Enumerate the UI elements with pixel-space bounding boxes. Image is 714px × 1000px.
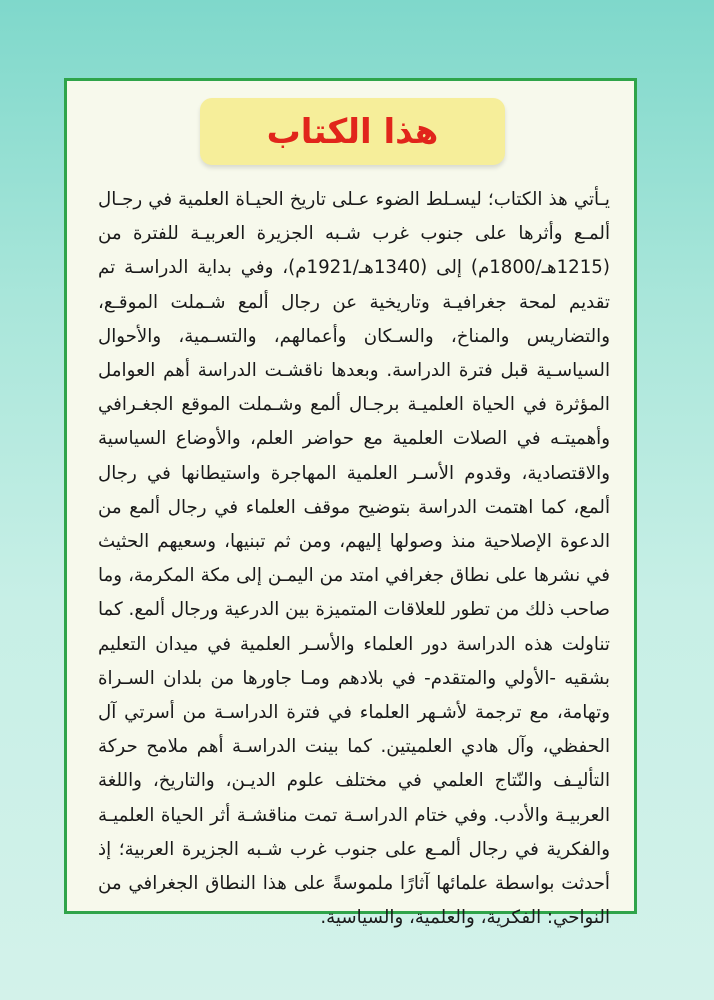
title-banner (200, 98, 505, 165)
page-title: هذا الكتاب (266, 111, 439, 152)
book-description: يـأتي هذ الكتاب؛ ليسـلط الضوء عـلى تاريخ الحيـاة العلمية في رجـال ألمـع وأثرها على جنوب غرب شـبه الجزيرة العربيـة للفترة من (1215هـ/1800م) إلى (1340هـ/1921م)، وفي بداية الدراسـة تم تقديم لمحة جغرافيـة وتاريخية عن رجال ألمع شـملت الموقـع، والتضاريس والمناخ، والسـكان وأعمالهم، والتسـمية، والأحوال السياسـية قبل فترة الدراسة. وبعدها ناقشـت الدراسة أهم العوامل المؤثرة في الحياة العلميـة برجـال ألمع وشـملت الموقع الجغـرافي وأهميتـه في الصلات العلمية مع حواضر العلم، والأوضاع السياسية والاقتصادية، وقدوم الأسـر العلمية المهاجرة واستيطانها في رجال ألمع، كما اهتمت الدراسة بتوضيح موقف العلماء في رجال ألمع من الدعوة الإصلاحية منذ وصولها إليهم، ومن ثم تبنيها، وسعيهم الحثيث في نشرها على نطاق جغرافي امتد من اليمـن إلى مكة المكرمة، وما صاحب ذلك من تطور للعلاقات المتميزة بين الدرعية ورجال ألمع. كما تناولت هذه الدراسة دور العلماء والأسـر العلمية في ميدان التعليم بشقيه -الأولي والمتقدم- في بلادهم ومـا جاورها من بلدان السـراة وتهامة، مع ترجمة لأشـهر العلماء في فترة الدراسـة من أسرتي آل الحفظي، وآل هادي العلميتين. كما بينت الدراسـة أهم ملامح حركة التأليـف والنّتاج العلمي في مختلف علوم الديـن، والتاريخ، واللغة العربيـة والأدب. وفي ختام الدراسـة تمت مناقشـة أثر الحياة العلميـة والفكرية في رجال ألمـع على جنوب غرب شـبه الجزيرة العربية؛ إذ أحدثت بواسطة علمائها آثارًا ملموسةً على هذا النطاق الجغرافي من النواحي: الفكرية، والعلمية، والسياسية. (98, 189, 610, 929)
